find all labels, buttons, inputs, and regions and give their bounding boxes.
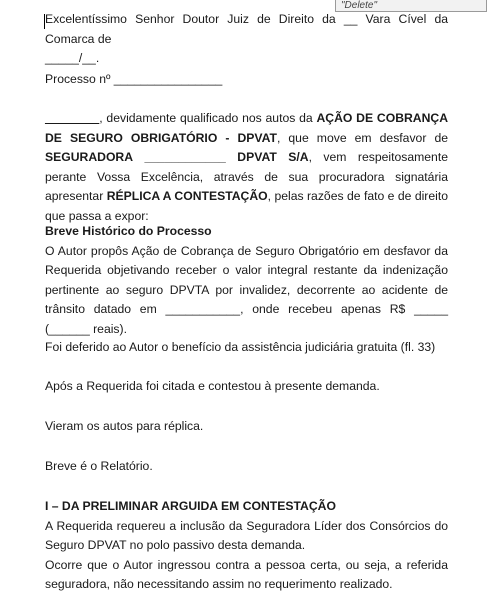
- intro-replica: RÉPLICA A CONTESTAÇÃO: [106, 189, 268, 204]
- preliminar-title: I – DA PRELIMINAR ARGUIDA EM CONTESTAÇÃO: [45, 499, 336, 513]
- preliminar-paragraph-2: Ocorre que o Autor ingressou contra a pessoa certa, ou seja, a referida seguradora, não necessitando assim no requerimento realizado.: [45, 557, 448, 592]
- processo-line: Processo nº ________________: [45, 72, 223, 86]
- paragraph-citada: Após a Requerida foi citada e contestou à presente demanda.: [45, 379, 380, 393]
- header-address: [45, 10, 448, 69]
- comment-delete-box[interactable]: "Delete": [335, 0, 487, 12]
- paragraph-deferido: Foi deferido ao Autor o benefício da assistência judiciária gratuita (fl. 33): [45, 340, 436, 354]
- intro-acao: AÇÃO DE COBRANÇA DE SEGURO OBRIGATÓRIO - DPVAT: [45, 111, 449, 145]
- paragraph-vieram: Vieram os autos para réplica.: [45, 419, 204, 433]
- header-line-2: _____/__.: [45, 51, 100, 66]
- intro-blank-seguradora: ____________: [144, 150, 226, 165]
- preliminar-paragraph-1: A Requerida requereu a inclusão da Seguradora Líder dos Consórcios do Seguro DPVAT no polo passivo desta demanda.: [45, 518, 448, 553]
- intro-text-1: , devidamente qualificado nos autos da: [99, 111, 317, 125]
- historico-body: O Autor propôs Ação de Cobrança de Seguro Obrigatório em desfavor da Requerida objetivando receber o valor integral restante da indenização pertinente ao seguro DPVTA por invalidez, decorrente ao acidente de trânsito datado em ___________, onde recebeu apenas R$ _____ (______ reais).: [45, 243, 448, 336]
- historico-section: [45, 222, 448, 340]
- intro-text-4: , pelas razões de fato e de direito que passa a expor:: [45, 189, 449, 223]
- header-line-1: Excelentíssimo Senhor Doutor Juiz de Direito da __ Vara Cível da Comarca de: [45, 12, 448, 46]
- paragraph-relatorio: Breve é o Relatório.: [45, 459, 153, 473]
- historico-title: Breve Histórico do Processo: [45, 224, 212, 238]
- intro-seguradora: SEGURADORA: [45, 150, 134, 165]
- intro-text-2: , que move em desfavor de: [276, 130, 448, 145]
- intro-text-3: , vem respeitosamente perante Vossa Excelência, através de sua procuradora signatária apresentar: [45, 150, 449, 204]
- intro-blank-name: ________: [45, 111, 100, 125]
- preliminar-section: [45, 497, 448, 595]
- intro-dpvat-sa: DPVAT S/A: [225, 150, 309, 165]
- intro-paragraph: [45, 109, 448, 227]
